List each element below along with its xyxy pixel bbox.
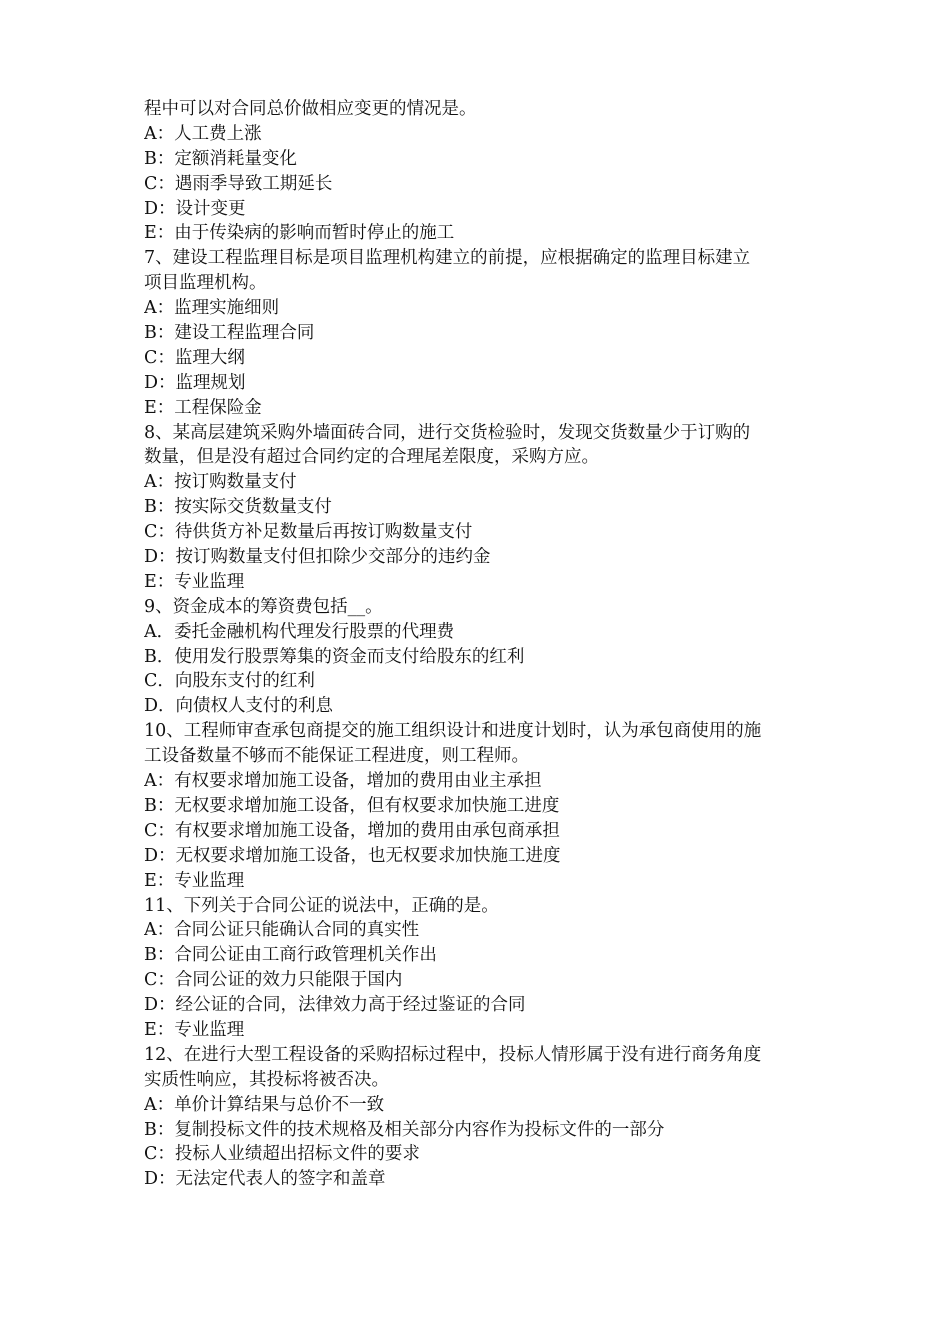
text-line: A．委托金融机构代理发行股票的代理费	[144, 621, 455, 642]
text-line: B：复制投标文件的技术规格及相关部分内容作为投标文件的一部分	[144, 1119, 665, 1140]
text-line: C：投标人业绩超出招标文件的要求	[144, 1144, 420, 1165]
text-line: C：监理大纲	[144, 347, 245, 368]
text-line: 7、建设工程监理目标是项目监理机构建立的前提，应根据确定的监理目标建立	[144, 248, 751, 269]
text-line: 10、工程师审查承包商提交的施工组织设计和进度计划时，认为承包商使用的施	[144, 721, 762, 742]
text-line: C：遇雨季导致工期延长	[144, 173, 333, 194]
text-line: A：有权要求增加施工设备，增加的费用由业主承担	[144, 771, 542, 792]
text-line: D：经公证的合同，法律效力高于经过鉴证的合同	[144, 995, 526, 1016]
text-line: D．向债权人支付的利息	[144, 696, 334, 717]
text-line: 工设备数量不够而不能保证工程进度，则工程师。	[144, 746, 529, 767]
text-line: A：监理实施细则	[144, 298, 280, 319]
text-line: 9、资金成本的筹资费包括__。	[144, 596, 383, 617]
text-line: B：定额消耗量变化	[144, 148, 297, 169]
text-line: B：无权要求增加施工设备，但有权要求加快施工进度	[144, 795, 560, 816]
text-line: A：按订购数量支付	[144, 472, 297, 493]
text-line: 8、某高层建筑采购外墙面砖合同，进行交货检验时，发现交货数量少于订购的	[144, 422, 751, 443]
text-line: D：无法定代表人的签字和盖章	[144, 1169, 386, 1190]
document-page	[144, 97, 814, 1192]
text-line: B：按实际交货数量支付	[144, 497, 332, 518]
text-line: C：待供货方补足数量后再按订购数量支付	[144, 522, 473, 543]
text-line: D：无权要求增加施工设备，也无权要求加快施工进度	[144, 845, 561, 866]
text-line: B：建设工程监理合同	[144, 323, 315, 344]
text-line: C：合同公证的效力只能限于国内	[144, 970, 403, 991]
text-line: 程中可以对合同总价做相应变更的情况是。	[144, 99, 477, 119]
text-line: E：专业监理	[144, 571, 245, 592]
text-line: A：单价计算结果与总价不一致	[144, 1094, 385, 1115]
text-line: D：监理规划	[144, 372, 246, 393]
text-line: A：合同公证只能确认合同的真实性	[144, 920, 420, 941]
text-line: A：人工费上涨	[144, 123, 262, 144]
text-line: 11、下列关于合同公证的说法中，正确的是。	[144, 895, 499, 916]
text-line: E：由于传染病的影响而暂时停止的施工	[144, 223, 455, 244]
text-line: D：设计变更	[144, 198, 246, 219]
text-line: 数量，但是没有超过合同约定的合理尾差限度，采购方应。	[144, 447, 599, 468]
text-line: 实质性响应，其投标将被否决。	[144, 1069, 389, 1090]
text-line: 12、在进行大型工程设备的采购招标过程中，投标人情形属于没有进行商务角度	[144, 1044, 762, 1065]
text-line: B．使用发行股票筹集的资金而支付给股东的红利	[144, 646, 525, 667]
text-line: C：有权要求增加施工设备，增加的费用由承包商承担	[144, 820, 560, 841]
text-line: D：按订购数量支付但扣除少交部分的违约金	[144, 547, 491, 568]
text-line: E：专业监理	[144, 1019, 245, 1040]
text-line: E：工程保险金	[144, 397, 262, 418]
text-line: B：合同公证由工商行政管理机关作出	[144, 945, 437, 966]
text-line: C．向股东支付的红利	[144, 671, 315, 692]
text-line: E：专业监理	[144, 870, 245, 891]
text-line: 项目监理机构。	[144, 273, 267, 294]
